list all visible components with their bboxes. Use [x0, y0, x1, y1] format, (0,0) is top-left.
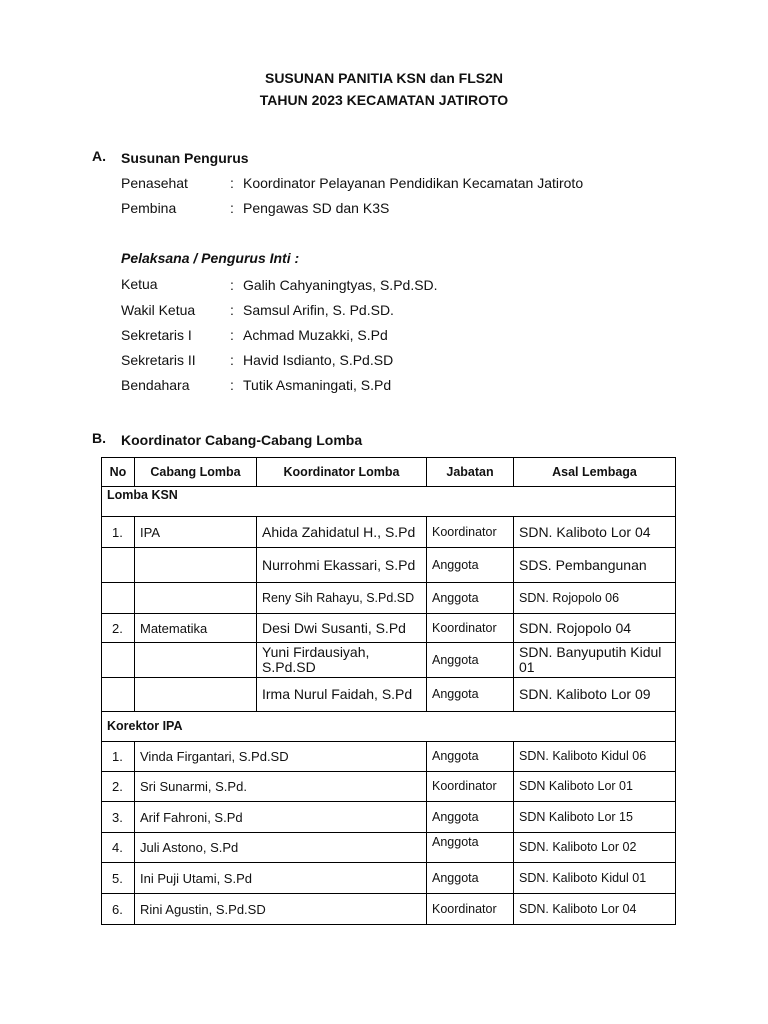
sekretaris-2-colon: : [230, 352, 234, 368]
cell-asal: SDS. Pembangunan [514, 548, 676, 583]
cell-jabatan: Koordinator [427, 894, 514, 925]
cell-nama: Sri Sunarmi, S.Pd. [135, 772, 427, 802]
table-row [102, 863, 676, 894]
cell-jabatan: Koordinator [427, 772, 514, 802]
document-title-line2: TAHUN 2023 KECAMATAN JATIROTO [259, 92, 509, 108]
cell-asal: SDN Kaliboto Lor 15 [514, 802, 676, 833]
sekretaris-1-value: Achmad Muzakki, S.Pd [243, 327, 388, 343]
cell-no [102, 678, 135, 712]
table-row [102, 772, 676, 802]
cell-jabatan: Anggota [427, 643, 514, 678]
wakil-ketua-value: Samsul Arifin, S. Pd.SD. [243, 302, 394, 318]
penasehat-label: Penasehat [121, 175, 188, 191]
cell-no: 1. [102, 742, 135, 772]
cell-koordinator: Irma Nurul Faidah, S.Pd [257, 678, 427, 712]
cell-asal: SDN. Rojopolo 06 [514, 583, 676, 614]
table-row [102, 548, 676, 583]
cell-no: 1. [102, 517, 135, 548]
group-row-korektor-ipa [102, 712, 676, 742]
cell-asal: SDN. Kaliboto Lor 04 [514, 517, 676, 548]
cell-nama: Ini Puji Utami, S.Pd [135, 863, 427, 894]
cell-koordinator: Reny Sih Rahayu, S.Pd.SD [257, 583, 427, 614]
cell-jabatan: Anggota [427, 548, 514, 583]
table-row [102, 802, 676, 833]
cell-koordinator: Nurrohmi Ekassari, S.Pd [257, 548, 427, 583]
penasehat-colon: : [230, 175, 234, 191]
cell-asal: SDN. Kaliboto Kidul 01 [514, 863, 676, 894]
cell-cabang [135, 548, 257, 583]
cell-jabatan: Anggota [427, 863, 514, 894]
sekretaris-1-label: Sekretaris I [121, 327, 192, 343]
cell-asal: SDN. Rojopolo 04 [514, 614, 676, 643]
cell-cabang [135, 583, 257, 614]
cell-no: 2. [102, 614, 135, 643]
cell-jabatan: Anggota [427, 833, 514, 863]
sekretaris-2-label: Sekretaris II [121, 352, 196, 368]
document-title-line1: SUSUNAN PANITIA KSN dan FLS2N [264, 70, 503, 86]
sekretaris-2-value: Havid Isdianto, S.Pd.SD [243, 352, 394, 368]
cell-cabang [135, 678, 257, 712]
cell-asal: SDN. Kaliboto Lor 04 [514, 894, 676, 925]
cell-jabatan: Anggota [427, 802, 514, 833]
cell-nama: Arif Fahroni, S.Pd [135, 802, 427, 833]
cell-no: 5. [102, 863, 135, 894]
header-no: No [102, 458, 135, 487]
section-b-letter: B. [92, 430, 106, 446]
table-header-row [102, 458, 676, 487]
cell-no: 3. [102, 802, 135, 833]
section-a-title: Susunan Pengurus [121, 150, 249, 166]
ketua-colon: : [230, 277, 234, 293]
section-a-letter: A. [92, 148, 106, 164]
cell-jabatan: Anggota [427, 583, 514, 614]
table-row [102, 833, 676, 863]
table-row [102, 614, 676, 643]
cell-asal: SDN Kaliboto Lor 01 [514, 772, 676, 802]
cell-asal: SDN. Kaliboto Kidul 06 [514, 742, 676, 772]
header-asal-lembaga: Asal Lembaga [514, 458, 676, 487]
cell-nama: Vinda Firgantari, S.Pd.SD [135, 742, 427, 772]
cell-koordinator: Desi Dwi Susanti, S.Pd [257, 614, 427, 643]
cell-no [102, 643, 135, 678]
table-row [102, 742, 676, 772]
cell-no: 6. [102, 894, 135, 925]
cell-cabang [135, 643, 257, 678]
cell-koordinator: Ahida Zahidatul H., S.Pd [257, 517, 427, 548]
cell-no: 2. [102, 772, 135, 802]
cell-jabatan: Koordinator [427, 517, 514, 548]
pembina-label: Pembina [121, 200, 177, 216]
cell-jabatan: Koordinator [427, 614, 514, 643]
penasehat-value: Koordinator Pelayanan Pendidikan Kecamatan Jatiroto [243, 175, 584, 191]
table-row [102, 678, 676, 712]
section-b-title: Koordinator Cabang-Cabang Lomba [121, 432, 363, 448]
group-label: Lomba KSN [102, 487, 676, 517]
cell-nama: Juli Astono, S.Pd [135, 833, 427, 863]
pembina-value: Pengawas SD dan K3S [243, 200, 390, 216]
cell-cabang: Matematika [135, 614, 257, 643]
cell-nama: Rini Agustin, S.Pd.SD [135, 894, 427, 925]
koordinator-table [101, 457, 676, 925]
table-row [102, 517, 676, 548]
cell-no: 4. [102, 833, 135, 863]
cell-asal: SDN. Banyuputih Kidul 01 [514, 643, 676, 678]
cell-no [102, 583, 135, 614]
cell-asal: SDN. Kaliboto Lor 02 [514, 833, 676, 863]
table-row [102, 894, 676, 925]
pembina-colon: : [230, 200, 234, 216]
wakil-ketua-label: Wakil Ketua [121, 302, 196, 318]
bendahara-colon: : [230, 377, 234, 393]
cell-jabatan: Anggota [427, 678, 514, 712]
header-cabang-lomba: Cabang Lomba [135, 458, 257, 487]
pengurus-inti-title: Pelaksana / Pengurus Inti : [121, 250, 300, 266]
group-label: Korektor IPA [102, 712, 676, 742]
table-row [102, 583, 676, 614]
header-jabatan: Jabatan [427, 458, 514, 487]
ketua-value: Galih Cahyaningtyas, S.Pd.SD. [243, 277, 438, 293]
sekretaris-1-colon: : [230, 327, 234, 343]
cell-jabatan: Anggota [427, 742, 514, 772]
cell-cabang: IPA [135, 517, 257, 548]
bendahara-value: Tutik Asmaningati, S.Pd [243, 377, 392, 393]
bendahara-label: Bendahara [121, 377, 190, 393]
cell-no [102, 548, 135, 583]
table-row [102, 643, 676, 678]
wakil-ketua-colon: : [230, 302, 234, 318]
header-koordinator-lomba: Koordinator Lomba [257, 458, 427, 487]
ketua-label: Ketua [121, 276, 158, 292]
cell-koordinator: Yuni Firdausiyah, S.Pd.SD [257, 643, 427, 678]
group-row-lomba-ksn [102, 487, 676, 517]
cell-asal: SDN. Kaliboto Lor 09 [514, 678, 676, 712]
